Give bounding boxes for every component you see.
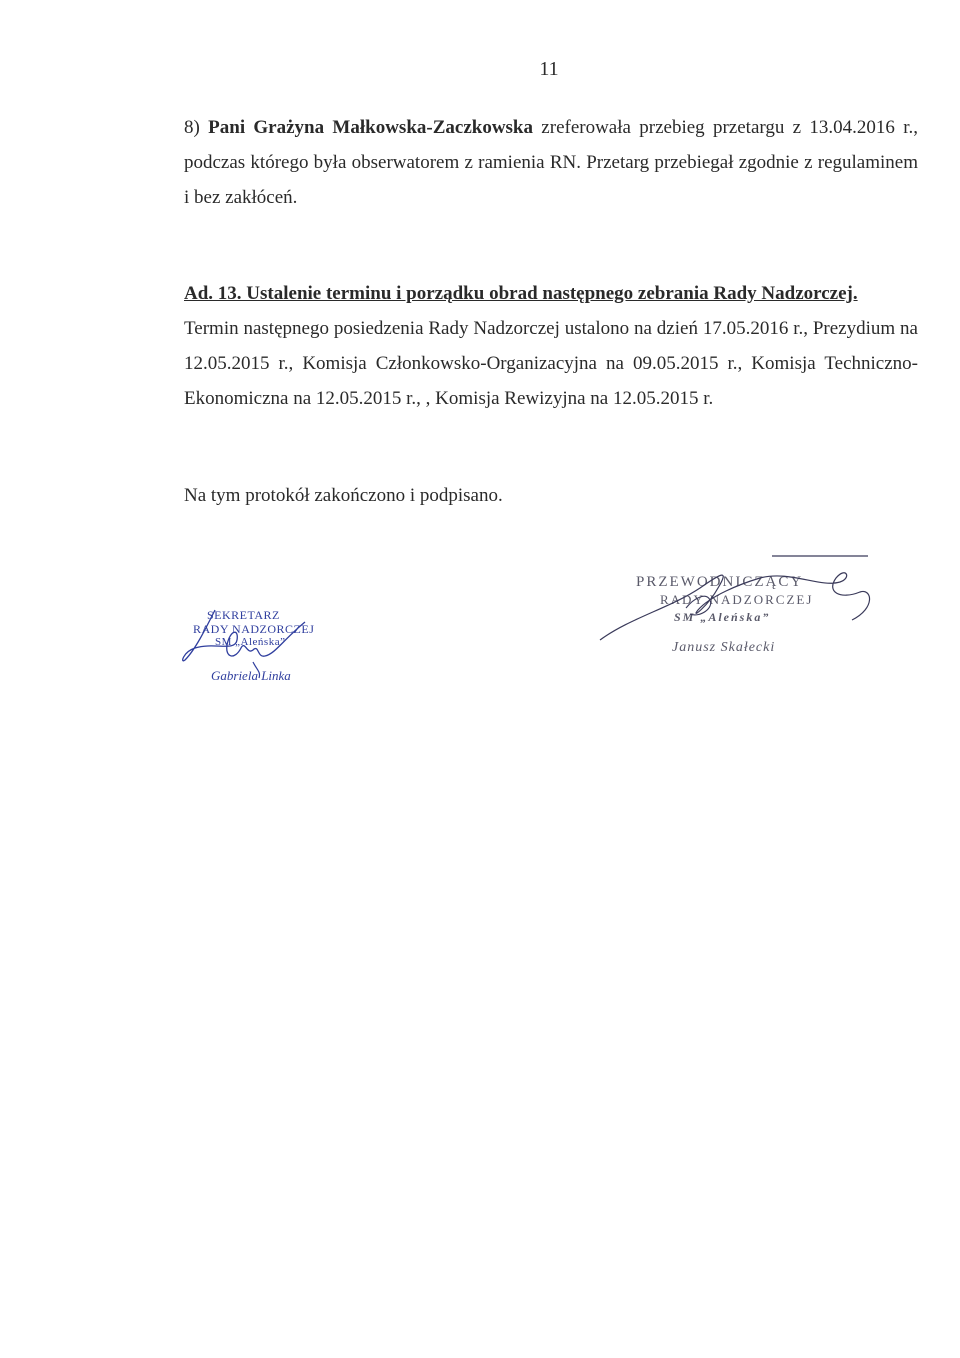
secretary-stamp-title: SEKRETARZ <box>207 608 280 622</box>
item-8-person-name: Pani Grażyna Małkowska-Zaczkowska <box>208 117 533 138</box>
chairman-stamp-title: PRZEWODNICZĄCY <box>636 574 804 590</box>
secretary-name: Gabriela Linka <box>211 668 291 683</box>
secretary-stamp-cooperative: SM „Aleńska” <box>215 636 286 648</box>
chairman-name: Janusz Skałecki <box>672 640 776 655</box>
item-8-text: zreferowała przebieg przetargu z 13.04.2016 r., podczas którego była obserwatorem z ramienia RN. Przetarg przebiegał zgodnie z regulaminem i bez zakłóceń. <box>184 117 918 208</box>
page-number: 11 <box>539 58 559 80</box>
agenda-13-text: Termin następnego posiedzenia Rady Nadzorczej ustalono na dzień 17.05.2016 r., Prezydium na 12.05.2015 r., Komisja Członkowsko-Organizacyjna na 09.05.2015 r., Komisja Techniczno-Ekonomiczna na 12.05.2015 r., , Komisja Rewizyjna na 12.05.2015 r. <box>184 318 918 409</box>
agenda-13-heading: Ad. 13. Ustalenie terminu i porządku obrad następnego zebrania Rady Nadzorczej. <box>184 283 858 304</box>
secretary-signature <box>175 600 325 700</box>
chairman-stamp-cooperative: SM „Aleńska” <box>674 610 771 624</box>
item-8-paragraph <box>184 110 918 215</box>
agenda-13-paragraph <box>184 276 918 416</box>
chairman-stamp-council: RADY NADZORCZEJ <box>660 592 814 607</box>
chairman-stamp <box>590 548 880 668</box>
item-8-prefix: 8) <box>184 117 209 138</box>
secretary-stamp-council: RADY NADZORCZEJ <box>193 622 315 636</box>
secretary-stamp <box>175 600 325 700</box>
closing-statement: Na tym protokół zakończono i podpisano. <box>184 485 503 506</box>
